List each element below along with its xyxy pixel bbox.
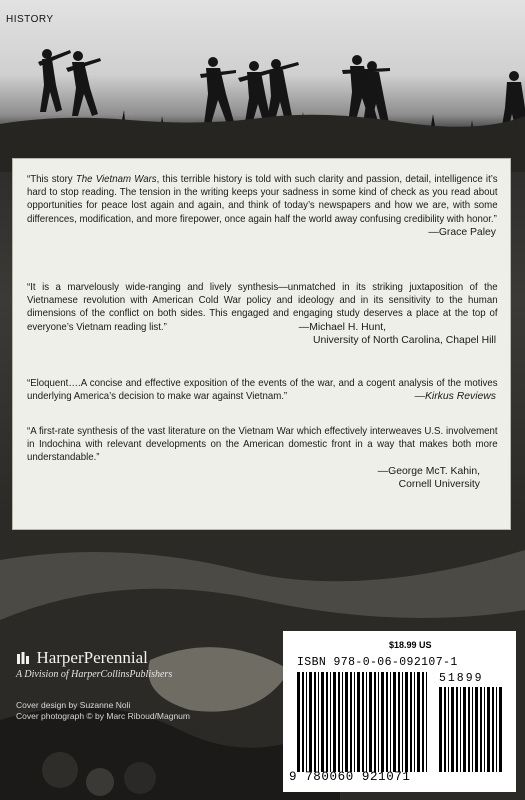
price-label: $18.99 US bbox=[389, 640, 432, 650]
cover-photo-credit: Cover photograph © by Marc Riboud/Magnum bbox=[16, 711, 190, 721]
category-label: HISTORY bbox=[6, 14, 54, 25]
quote-text: “A first-rate synthesis of the vast literature on the Vietnam War which effectively interweaves U.S. involvement in Indochina with relevant developments on the American domestic front in a way that makes both more understandable.” bbox=[27, 426, 498, 464]
barcode-panel bbox=[283, 631, 516, 792]
review-quote-2 bbox=[27, 281, 496, 377]
quote-attribution: —Kirkus Reviews bbox=[414, 391, 496, 403]
flame-logo-icon bbox=[16, 651, 30, 665]
publisher-imprint bbox=[16, 648, 172, 680]
quote-text: “It is a marvelously wide-ranging and lively synthesis—unmatched in its striking juxtaposition of the Vietnamese revolution with American Cold War policy and ideology and in its sensitivity to the human dimensions of the conflict on both sides. This engaged and engaging study deserves a place at the top of everyone’s Vietnam reading list.” bbox=[27, 282, 498, 333]
quote-text: “This story The Vietnam Wars, this terrible history is told with such clarity and passion, detail, intelligence it’s hard to stop reading. The tension in the writing keeps your sadness in some kind of check as you read about opportunities for peace lost again and again, and think of today’s newspapers and how we are, with some differences, modification, and more firepower, once again half the world away confusing credibility with honor.” bbox=[27, 174, 498, 225]
review-quote-4 bbox=[27, 425, 496, 491]
publisher-division: A Division of HarperCollinsPublishers bbox=[16, 669, 173, 680]
ean-number: 9 780060 921071 bbox=[289, 770, 411, 784]
cover-design-credit: Cover design by Suzanne Noli bbox=[16, 700, 131, 710]
review-quote-3 bbox=[27, 377, 496, 425]
isbn-label: ISBN 978-0-06-092107-1 bbox=[297, 656, 458, 669]
quote-affiliation: Cornell University bbox=[398, 478, 480, 490]
review-quote-1 bbox=[27, 173, 496, 281]
quote-attribution: —George McT. Kahin, bbox=[377, 465, 480, 477]
book-title: The Vietnam Wars bbox=[75, 174, 157, 185]
ean-barcode bbox=[297, 672, 431, 772]
quote-attribution: —Grace Paley bbox=[428, 226, 496, 238]
cover-credits bbox=[16, 700, 190, 722]
quote-affiliation: University of North Carolina, Chapel Hill bbox=[312, 335, 496, 347]
publisher-name: HarperPerennial bbox=[36, 648, 148, 667]
addon-barcode bbox=[439, 687, 503, 772]
quote-attribution: —Michael H. Hunt, bbox=[298, 321, 386, 333]
addon-number: 51899 bbox=[439, 672, 484, 685]
review-quotes-panel bbox=[12, 158, 511, 530]
quote-text: “Eloquent….A concise and effective exposition of the events of the war, and a cogent analysis of the motives underlying America’s decision to make war against Vietnam.” bbox=[27, 378, 498, 403]
